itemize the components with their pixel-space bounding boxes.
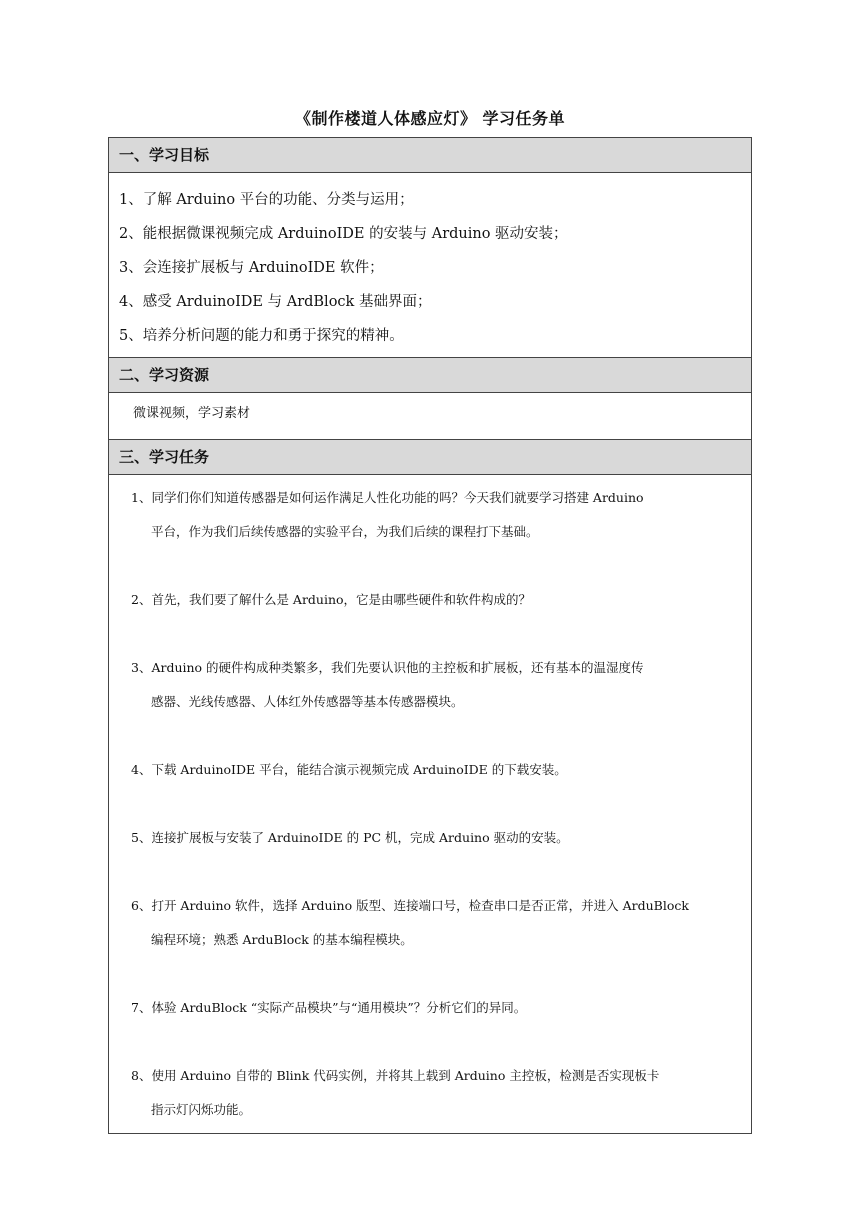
task-text: 4、下载 ArduinoIDE 平台，能结合演示视频完成 ArduinoIDE 的下载安装。 <box>131 762 567 777</box>
learning-goals-list <box>109 173 751 357</box>
task-text: 1、同学们你们知道传感器是如何运作满足人性化功能的吗？今天我们就要学习搭建 Arduino <box>131 490 644 505</box>
task-text-continued: 感器、光线传感器、人体红外传感器等基本传感器模块。 <box>151 694 464 709</box>
goal-item: 1、了解 Arduino 平台的功能、分类与运用； <box>119 192 414 208</box>
goal-item: 3、会连接扩展板与 ArduinoIDE 软件； <box>119 260 384 276</box>
goal-item: 4、感受 ArduinoIDE 与 ArdBlock 基础界面； <box>119 294 432 310</box>
section-learning-resources-heading: 二、学习资源 <box>109 357 751 393</box>
task-text: 3、Arduino 的硬件构成种类繁多，我们先要认识他的主控板和扩展板，还有基本的温湿度传 <box>131 660 644 675</box>
spacer <box>131 617 743 651</box>
task-text-continued: 指示灯闪烁功能。 <box>151 1102 252 1117</box>
task-item <box>131 753 743 787</box>
task-text: 5、连接扩展板与安装了 ArduinoIDE 的 PC 机，完成 Arduino 驱动的安装。 <box>131 830 569 845</box>
learning-tasks-list <box>109 475 751 1133</box>
task-item <box>131 889 743 957</box>
goal-item: 2、能根据微课视频完成 ArduinoIDE 的安装与 Arduino 驱动安装； <box>119 226 568 242</box>
spacer <box>131 787 743 821</box>
task-text: 8、使用 Arduino 自带的 Blink 代码实例，并将其上载到 Arduino 主控板，检测是否实现板卡 <box>131 1068 660 1083</box>
spacer <box>131 719 743 753</box>
task-text-continued: 编程环境；熟悉 ArduBlock 的基本编程模块。 <box>151 932 413 947</box>
document-title: 《制作楼道人体感应灯》 学习任务单 <box>294 109 566 128</box>
task-item <box>131 481 743 549</box>
task-item <box>131 583 743 617</box>
task-item <box>131 991 743 1025</box>
goal-item: 5、培养分析问题的能力和勇于探究的精神。 <box>119 328 404 344</box>
task-item <box>131 821 743 855</box>
spacer <box>131 957 743 991</box>
task-text-continued: 平台，作为我们后续传感器的实验平台，为我们后续的课程打下基础。 <box>151 524 539 539</box>
task-text: 2、首先，我们要了解什么是 Arduino，它是由哪些硬件和软件构成的？ <box>131 592 532 607</box>
learning-resources-content: 微课视频，学习素材 <box>133 406 251 421</box>
spacer <box>131 1025 743 1059</box>
spacer <box>131 855 743 889</box>
section-learning-goals-heading: 一、学习目标 <box>109 138 751 173</box>
task-sheet-table <box>108 137 752 1134</box>
section-learning-tasks-heading: 三、学习任务 <box>109 439 751 475</box>
spacer <box>131 549 743 583</box>
task-item <box>131 1059 743 1127</box>
task-item <box>131 651 743 719</box>
task-text: 6、打开 Arduino 软件，选择 Arduino 版型、连接端口号，检查串口是否正常，并进入 ArduBlock <box>131 898 689 913</box>
task-text: 7、体验 ArduBlock “实际产品模块”与“通用模块”？分析它们的异同。 <box>131 1000 527 1015</box>
